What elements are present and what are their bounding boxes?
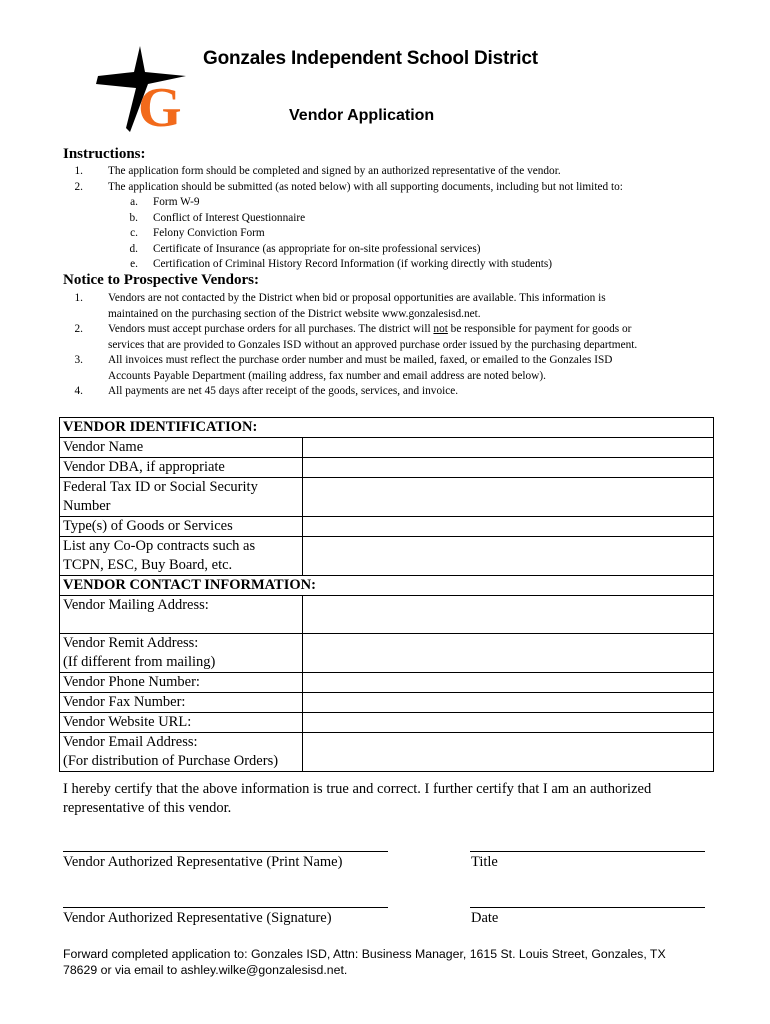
print-name-label: Vendor Authorized Representative (Print Name) [63, 854, 343, 870]
coop-contracts-field[interactable] [303, 537, 714, 576]
mailing-address-field[interactable] [303, 596, 714, 634]
fax-label: Vendor Fax Number: [60, 693, 303, 713]
table-row [60, 478, 714, 517]
email-field[interactable] [303, 733, 714, 772]
district-logo [90, 44, 190, 134]
forward-instructions: Forward completed application to: Gonzales ISD, Attn: Business Manager, 1615 St. Louis Street, Gonzales, TX 78629 or via email to ashley.wilke@gonzalesisd.net. [63, 947, 666, 977]
table-row [60, 596, 714, 634]
mailing-address-label: Vendor Mailing Address: [60, 596, 303, 634]
website-field[interactable] [303, 713, 714, 733]
title-label: Title [471, 854, 498, 870]
vendor-identification-heading: VENDOR IDENTIFICATION: [60, 418, 714, 438]
logo-letter: G [138, 77, 182, 134]
vendor-dba-label: Vendor DBA, if appropriate [60, 458, 303, 478]
vendor-dba-field[interactable] [303, 458, 714, 478]
table-row [60, 537, 714, 576]
date-line[interactable] [470, 907, 705, 908]
email-label: Vendor Email Address: (For distribution of Purchase Orders) [60, 733, 303, 772]
phone-label: Vendor Phone Number: [60, 673, 303, 693]
vendor-name-field[interactable] [303, 438, 714, 458]
print-name-line[interactable] [63, 851, 388, 852]
certification-text: I hereby certify that the above information is true and correct. I further certify that I am an authorized representative of this vendor. [63, 781, 652, 816]
phone-field[interactable] [303, 673, 714, 693]
tax-id-field[interactable] [303, 478, 714, 517]
goods-services-field[interactable] [303, 517, 714, 537]
tax-id-label: Federal Tax ID or Social Security Number [60, 478, 303, 517]
district-name: Gonzales Independent School District [203, 48, 538, 69]
remit-address-field[interactable] [303, 634, 714, 673]
table-row [60, 693, 714, 713]
coop-contracts-label: List any Co-Op contracts such as TCPN, ESC, Buy Board, etc. [60, 537, 303, 576]
remit-address-label: Vendor Remit Address: (If different from mailing) [60, 634, 303, 673]
table-row [60, 733, 714, 772]
fax-field[interactable] [303, 693, 714, 713]
vendor-information-table [59, 417, 714, 772]
table-row [60, 576, 714, 596]
vendor-contact-heading: VENDOR CONTACT INFORMATION: [60, 576, 714, 596]
signature-label: Vendor Authorized Representative (Signature) [63, 910, 332, 926]
goods-services-label: Type(s) of Goods or Services [60, 517, 303, 537]
title-line[interactable] [470, 851, 705, 852]
table-row [60, 713, 714, 733]
signature-line[interactable] [63, 907, 388, 908]
vendor-name-label: Vendor Name [60, 438, 303, 458]
table-row [60, 438, 714, 458]
form-title: Vendor Application [289, 107, 435, 124]
instructions-heading: Instructions: [63, 146, 146, 162]
table-row [60, 458, 714, 478]
table-row [60, 634, 714, 673]
table-row [60, 673, 714, 693]
table-row [60, 517, 714, 537]
table-row [60, 418, 714, 438]
notice-heading: Notice to Prospective Vendors: [63, 272, 259, 288]
website-label: Vendor Website URL: [60, 713, 303, 733]
date-label: Date [471, 910, 499, 926]
